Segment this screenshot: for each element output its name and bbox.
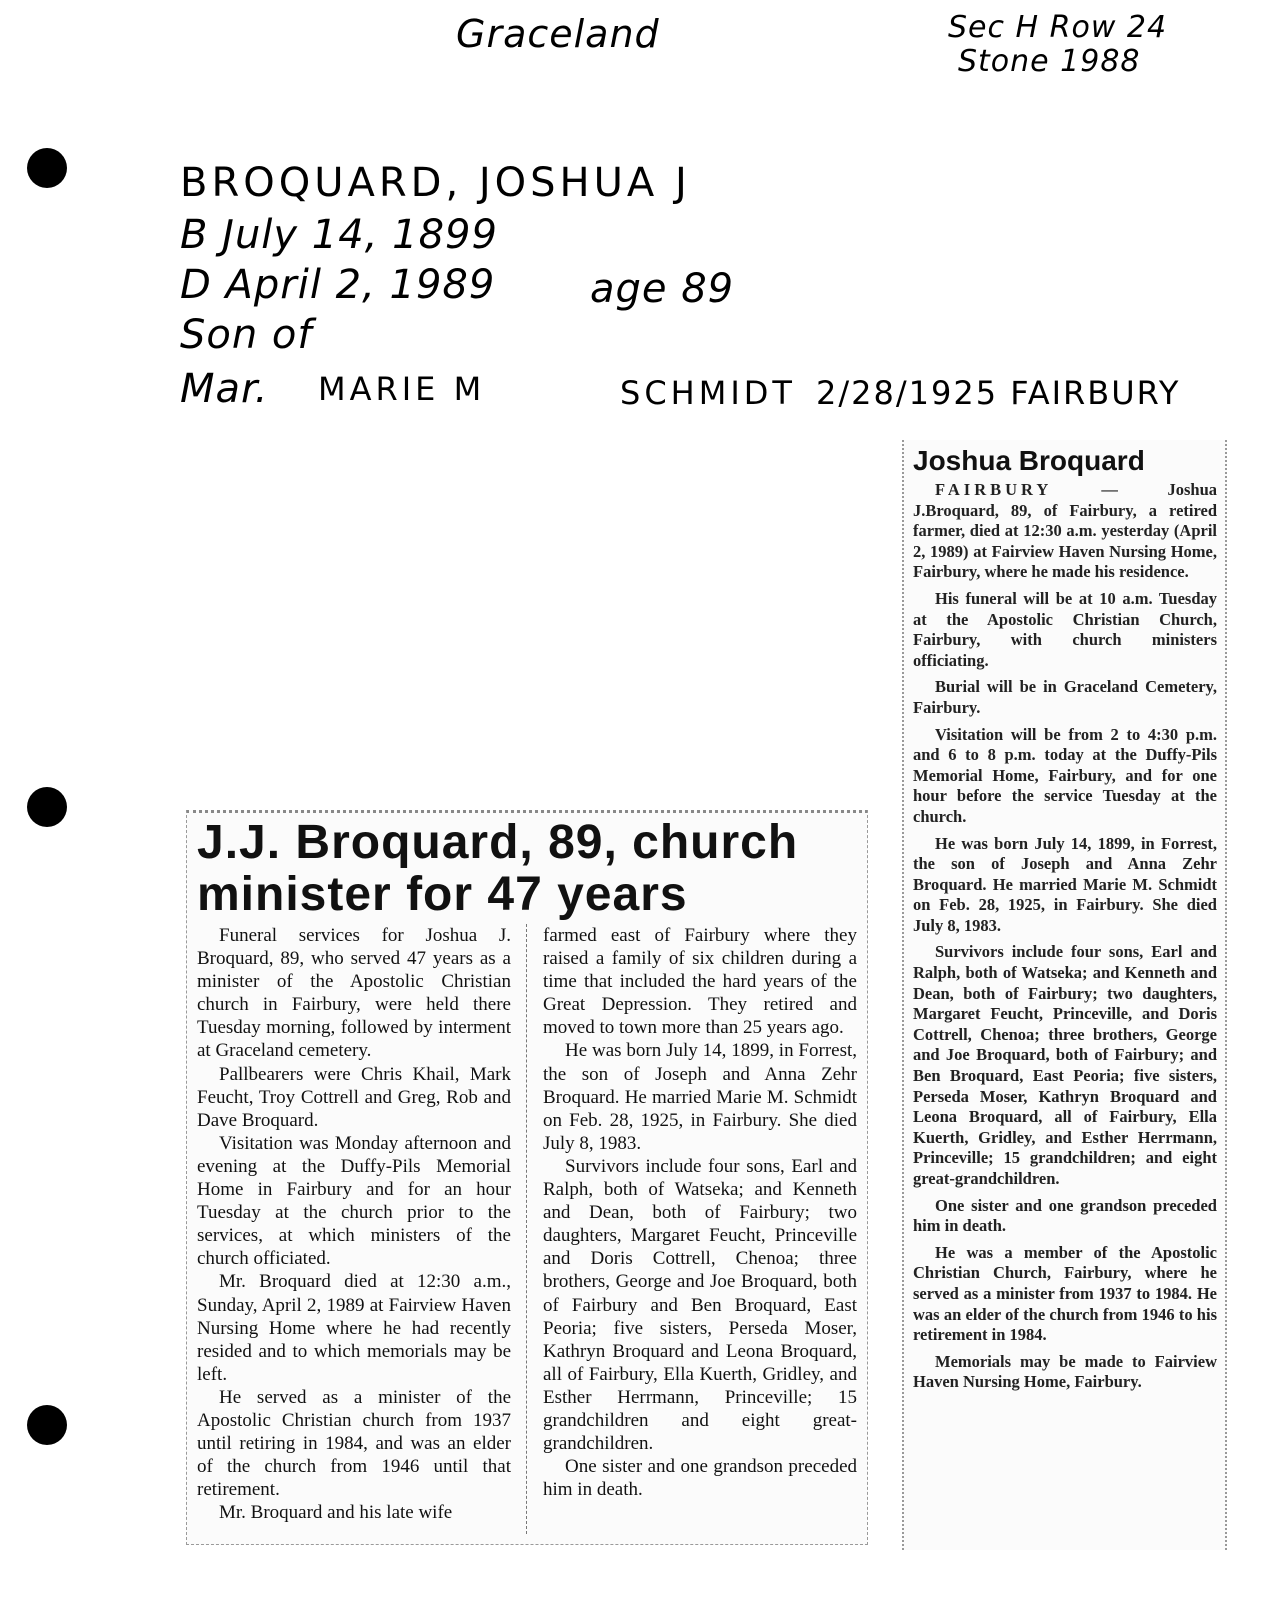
plot-line-1: Sec H Row 24	[948, 10, 1168, 45]
side-paragraph: Visitation will be from 2 to 4:30 p.m. and 6 to 8 p.m. today at the Duffy-Pils Memorial Home, Fairbury, and for one hour before the service Tuesday at the church.	[913, 724, 1217, 826]
side-paragraph: One sister and one grandson preceded him in death.	[913, 1195, 1217, 1236]
cemetery-name: Graceland	[456, 12, 660, 56]
main-paragraph: Mr. Broquard died at 12:30 a.m., Sunday, April 2, 1989 at Fairview Haven Nursing Home where he had recently resided and to which memorials may be left.	[197, 1271, 511, 1385]
main-paragraph: Mr. Broquard and his late wife	[219, 1502, 453, 1524]
main-article-column-1	[197, 924, 511, 1524]
main-paragraph: Pallbearers were Chris Khail, Mark Feucht, Troy Cottrell and Greg, Rob and Dave Broquard.	[197, 1063, 511, 1131]
side-obituary-clipping	[902, 440, 1227, 1550]
main-paragraph: Survivors include four sons, Earl and Ralph, both of Watseka; and Kenneth and Dean, both of Fairbury; two daughters, Margaret Feucht, Princeville and Doris Cottrell, Chenoa; three brothers, George and Joe Broquard, both of Fairbury and Ben Broquard, East Peoria; five sisters, Perseda Moser, Kathryn Broquard and Leona Broquard, all of Fairbury, Ella Kuerth, Gridley, and Esther Herrmann, Princeville; 15 grandchildren and eight great-grandchildren.	[543, 1155, 857, 1455]
death-date: D April 2, 1989	[180, 262, 496, 308]
son-of-label: Son of	[180, 312, 313, 358]
main-article-column-2	[543, 924, 857, 1501]
side-paragraph: He was born July 14, 1899, in Forrest, the son of Joseph and Anna Zehr Broquard. He married Marie M. Schmidt on Feb. 28, 1925, in Fairbury. She died July 8, 1983.	[913, 833, 1217, 935]
side-headline: Joshua Broquard	[913, 445, 1145, 476]
main-obituary-clipping	[186, 810, 868, 1545]
column-divider	[526, 924, 528, 1534]
decedent-name: BROQUARD, JOSHUA J	[180, 160, 691, 206]
main-paragraph: farmed east of Fairbury where they raised a family of six children during a time that included the hard years of the Great Depression. They retired and moved to town more than 25 years ago.	[543, 925, 857, 1039]
main-paragraph: He served as a minister of the Apostolic Christian church from 1937 until retiring in 1984, and was an elder of the church from 1946 until that retirement.	[197, 1386, 511, 1501]
plot-line-2: Stone 1988	[958, 44, 1141, 79]
marriage-prefix: Mar.	[180, 366, 269, 412]
punch-hole-top	[27, 148, 67, 188]
side-lead-text: Joshua J.Broquard, 89, of Fairbury, a retired farmer, died at 12:30 a.m. yesterday (April 2, 1989) at Fairview Haven Nursing Home, Fairbury, where he made his residence.	[913, 480, 1218, 582]
side-article-body	[913, 480, 1217, 1393]
main-headline: J.J. Broquard, 89, church minister for 47 years	[197, 816, 799, 921]
marriage-date-place: 2/28/1925 FAIRBURY	[816, 374, 1181, 412]
side-paragraph: Memorials may be made to Fairview Haven Nursing Home, Fairbury.	[913, 1351, 1217, 1392]
side-paragraph: Burial will be in Graceland Cemetery, Fairbury.	[913, 677, 1217, 717]
main-paragraph: Visitation was Monday afternoon and evening at the Duffy-Pils Memorial Home in Fairbury and for an hour Tuesday at the church prior to the services, at which ministers of the church officiated.	[197, 1132, 511, 1270]
side-paragraph: Survivors include four sons, Earl and Ralph, both of Watseka; and Kenneth and Dean, both of Fairbury; two daughters, Margaret Feucht, Princeville, and Doris Cottrell, Chenoa; three brothers, George and Joe Broquard, both of Fairbury; and Ben Broquard, East Peoria; five sisters, Perseda Moser, Kathryn Broquard and Leona Broquard, all of Fairbury, Ella Kuerth, Gridley, and Esther Herrmann, Princeville; 15 grandchildren; and eight great-grandchildren.	[913, 942, 1217, 1188]
punch-hole-middle	[27, 787, 67, 827]
side-paragraph: His funeral will be at 10 a.m. Tuesday at the Apostolic Christian Church, Fairbury, with church ministers officiating.	[913, 588, 1217, 670]
main-paragraph: He was born July 14, 1899, in Forrest, the son of Joseph and Anna Zehr Broquard. He married Marie M. Schmidt on Feb. 28, 1925, in Fairbury. She died July 8, 1983.	[543, 1040, 857, 1154]
marriage-surname: SCHMIDT	[620, 374, 796, 412]
side-lead-paragraph	[913, 480, 1217, 583]
age-at-death: age 89	[590, 266, 735, 312]
main-paragraph: One sister and one grandson preceded him in death.	[543, 1456, 857, 1501]
birth-date: B July 14, 1899	[180, 212, 498, 258]
main-paragraph: Funeral services for Joshua J. Broquard, 89, who served 47 years as a minister of the Apostolic Christian church in Fairbury, were held there Tuesday morning, followed by interment at Graceland cemetery.	[197, 925, 511, 1062]
punch-hole-bottom	[27, 1405, 67, 1445]
side-dateline: FAIRBURY —	[935, 480, 1122, 499]
marriage-spouse: MARIE M	[318, 370, 486, 408]
side-paragraph: He was a member of the Apostolic Christian Church, Fairbury, where he served as a minister from 1937 to 1984. He was an elder of the church from 1946 to his retirement in 1984.	[913, 1242, 1217, 1345]
